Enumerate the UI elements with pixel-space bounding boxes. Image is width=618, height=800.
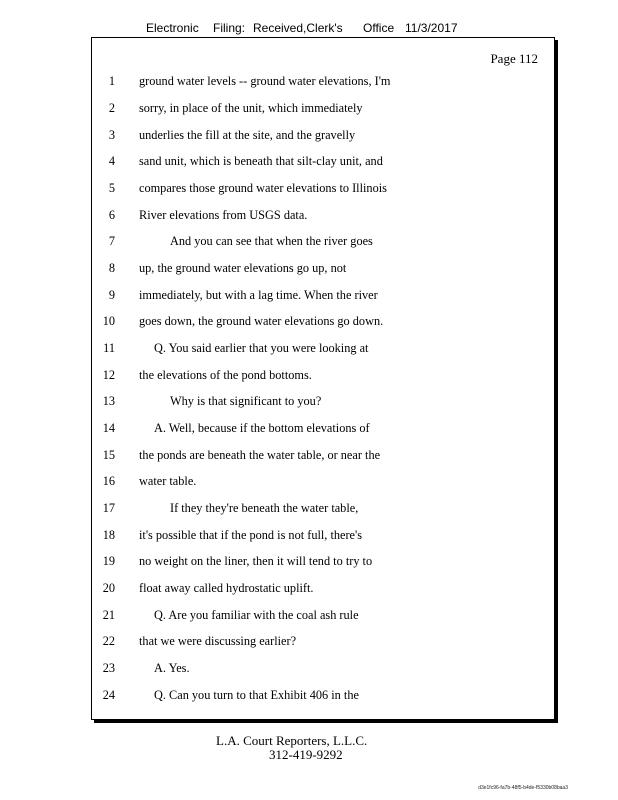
line-number: 10 bbox=[102, 314, 115, 328]
line-text: it's possible that if the pond is not full, there's bbox=[139, 528, 363, 542]
line-text: sorry, in place of the unit, which immediately bbox=[139, 101, 363, 115]
line-text: the elevations of the pond bottoms. bbox=[139, 368, 312, 382]
line-text: Q. Are you familiar with the coal ash rule bbox=[154, 608, 359, 622]
transcript-line bbox=[92, 661, 554, 679]
line-number: 4 bbox=[108, 154, 115, 168]
line-text: Q. You said earlier that you were looking at bbox=[154, 341, 369, 355]
transcript-line bbox=[92, 74, 554, 92]
line-text: up, the ground water elevations go up, not bbox=[139, 261, 347, 275]
line-number: 24 bbox=[102, 688, 115, 702]
transcript-line bbox=[92, 368, 554, 386]
line-number: 17 bbox=[102, 501, 115, 515]
line-number: 22 bbox=[102, 634, 115, 648]
transcript-line bbox=[92, 208, 554, 226]
line-number: 5 bbox=[108, 181, 115, 195]
transcript-line bbox=[92, 341, 554, 359]
transcript-line bbox=[92, 634, 554, 652]
transcript-page bbox=[91, 37, 555, 720]
line-number: 15 bbox=[102, 448, 115, 462]
transcript-line bbox=[92, 128, 554, 146]
transcript-line bbox=[92, 154, 554, 172]
line-number: 21 bbox=[102, 608, 115, 622]
line-text: sand unit, which is beneath that silt-clay unit, and bbox=[139, 154, 383, 168]
transcript-line bbox=[92, 101, 554, 119]
electronic-filing-header bbox=[0, 21, 618, 37]
header-received: Received,Clerk's bbox=[253, 21, 343, 35]
line-text: immediately, but with a lag time. When the river bbox=[139, 288, 378, 302]
line-text: underlies the fill at the site, and the gravelly bbox=[139, 128, 356, 142]
line-text: goes down, the ground water elevations go down. bbox=[139, 314, 384, 328]
line-number: 8 bbox=[108, 261, 115, 275]
line-number: 19 bbox=[102, 554, 115, 568]
line-number: 9 bbox=[108, 288, 115, 302]
header-office: Office bbox=[363, 21, 395, 35]
line-text: the ponds are beneath the water table, or near the bbox=[139, 448, 381, 462]
line-text: water table. bbox=[139, 474, 197, 488]
transcript-line bbox=[92, 181, 554, 199]
line-text: that we were discussing earlier? bbox=[139, 634, 297, 648]
line-number: 14 bbox=[102, 421, 115, 435]
line-text: compares those ground water elevations to Illinois bbox=[139, 181, 387, 195]
line-text: And you can see that when the river goes bbox=[170, 234, 373, 248]
transcript-line bbox=[92, 288, 554, 306]
line-number: 20 bbox=[102, 581, 115, 595]
line-number: 2 bbox=[108, 101, 115, 115]
transcript-line bbox=[92, 608, 554, 626]
transcript-line bbox=[92, 448, 554, 466]
transcript-line bbox=[92, 501, 554, 519]
line-number: 3 bbox=[108, 128, 115, 142]
transcript-line bbox=[92, 528, 554, 546]
transcript-line bbox=[92, 394, 554, 412]
header-electronic: Electronic bbox=[146, 21, 199, 35]
line-number: 16 bbox=[102, 474, 115, 488]
line-text: no weight on the liner, then it will tend to try to bbox=[139, 554, 373, 568]
transcript-line bbox=[92, 314, 554, 332]
line-text: A. Yes. bbox=[154, 661, 190, 675]
line-number: 6 bbox=[108, 208, 115, 222]
line-number: 1 bbox=[108, 74, 115, 88]
transcript-line bbox=[92, 688, 554, 706]
transcript-line bbox=[92, 554, 554, 572]
transcript-line bbox=[92, 581, 554, 599]
transcript-lines bbox=[92, 38, 554, 719]
line-number: 23 bbox=[102, 661, 115, 675]
line-text: A. Well, because if the bottom elevations of bbox=[154, 421, 370, 435]
line-text: Q. Can you turn to that Exhibit 406 in the bbox=[154, 688, 359, 702]
reporter-company: L.A. Court Reporters, L.L.C. bbox=[216, 733, 368, 748]
line-text: ground water levels -- ground water elevations, I'm bbox=[139, 74, 391, 88]
line-number: 7 bbox=[108, 234, 115, 248]
line-text: River elevations from USGS data. bbox=[139, 208, 308, 222]
page-number: Page 112 bbox=[490, 51, 538, 66]
transcript-line bbox=[92, 421, 554, 439]
document-hash: d3e1fc96-fa7b-48f5-b4de-f5330b08baa3 bbox=[478, 785, 568, 791]
line-number: 11 bbox=[103, 341, 115, 355]
line-number: 13 bbox=[102, 394, 115, 408]
line-number: 18 bbox=[102, 528, 115, 542]
transcript-line bbox=[92, 261, 554, 279]
transcript-line bbox=[92, 474, 554, 492]
line-text: Why is that significant to you? bbox=[170, 394, 322, 408]
reporter-phone: 312-419-9292 bbox=[269, 747, 343, 762]
line-number: 12 bbox=[102, 368, 115, 382]
header-filing: Filing: bbox=[213, 21, 246, 35]
header-date: 11/3/2017 bbox=[405, 21, 458, 35]
line-text: float away called hydrostatic uplift. bbox=[139, 581, 314, 595]
line-text: If they they're beneath the water table, bbox=[170, 501, 359, 515]
transcript-line bbox=[92, 234, 554, 252]
